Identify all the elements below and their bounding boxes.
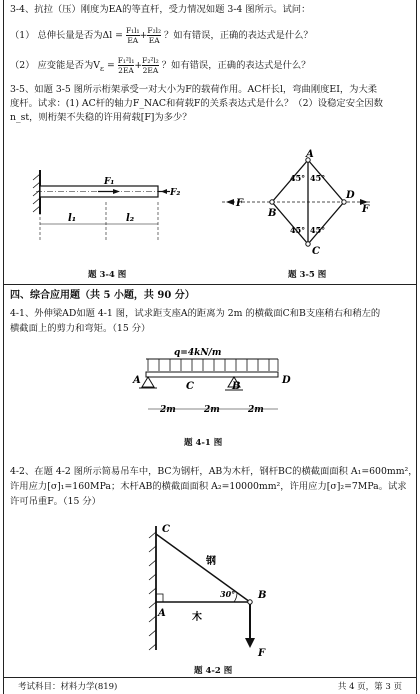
l1-label: l₁ <box>68 213 77 224</box>
section4-title: 四、综合应用题（共 5 小题，共 90 分） <box>10 290 195 301</box>
q34-p1-pre: （1） 总伸长量是否为Δl = <box>10 30 123 41</box>
load-F-arrowhead <box>245 638 255 648</box>
frac1-den: EA <box>127 36 139 45</box>
F-left-arrowhead <box>226 199 234 205</box>
q-label: q=4kN/m <box>174 348 222 358</box>
label-B: B <box>268 208 277 219</box>
q34-p2-sub: ε <box>99 63 104 73</box>
angle-4: 45° <box>310 225 326 235</box>
label-A: A <box>158 608 166 619</box>
F2-arrowhead <box>161 189 167 194</box>
wall-hatch <box>149 532 156 650</box>
q34-p1-post: ？如有错误，正确的表达式是什么？ <box>163 30 313 41</box>
caption-3-4: 题 3-4 图 <box>88 270 127 280</box>
q42-line1: 4-2、在题 4-2 图所示简易吊车中，BC为钢杆，AB为木杆，钢杆BC的横截面面积 A₁=600mm²， <box>10 466 418 477</box>
label-B: B <box>258 590 267 601</box>
angle-2: 45° <box>310 173 326 183</box>
label-F: F <box>258 648 266 659</box>
steel-rod-BC <box>156 534 250 602</box>
label-B: B <box>232 381 241 392</box>
frac2-den: EA <box>148 36 160 45</box>
frac3 <box>118 56 135 75</box>
caption-3-5: 题 3-5 图 <box>288 270 327 280</box>
q35-line2: 度杆。试求：(1) AC杆的轴力F_NAC和荷载F的关系表达式是什么？（2）设稳定安全因数 <box>10 98 383 109</box>
right-angle-mark <box>156 594 163 602</box>
q41-line1: 4-1、外伸梁AD如题 4-1 图，试求距支座A的距离为 2m 的横截面C和B支座稍右和稍左的 <box>10 308 381 319</box>
footer-divider <box>4 677 416 678</box>
label-D: D <box>346 190 355 201</box>
label-C: C <box>162 524 170 535</box>
frac2 <box>147 26 161 45</box>
frac1 <box>126 26 140 45</box>
label-steel: 钢 <box>206 556 216 567</box>
q34-p2-post: ？如有错误，正确的表达式是什么？ <box>161 60 311 71</box>
q34-p2-pre: （2） 应变能是否为V <box>10 60 100 71</box>
q35-line1: 3-5、如题 3-5 图所示桁架承受一对大小为F的载荷作用。AC杆长l，弯曲刚度EI，为大柔 <box>10 84 378 95</box>
frac3-den: 2EA <box>118 66 134 75</box>
q42-line3: 许可吊重F。（15 分） <box>10 496 101 507</box>
label-A: A <box>133 375 141 386</box>
label-wood: 木 <box>192 612 202 623</box>
frac4-num: F₂²l₂ <box>142 56 159 65</box>
frac3-num: F₁²l₁ <box>117 56 135 65</box>
label-C: C <box>186 381 194 392</box>
q34-part1: （1） 总伸长量是否为Δl = $\frac{\text{F₁l₁}}{EA}$ + $\frac{\text{F₂l₂}}{EA}$ ？如有错误，正确的表达式是什么？ <box>10 26 313 45</box>
figure-3-5 <box>222 150 372 260</box>
q42-line2: 许用应力[σ]₁=160MPa；木杆AB的横截面面积 A₂=10000mm²，许用应力[σ]₂=7MPa。试求 <box>10 481 407 492</box>
figure-3-4 <box>28 162 181 252</box>
caption-4-1: 题 4-1 图 <box>184 438 223 448</box>
figure-4-2 <box>134 520 274 660</box>
joint-B <box>248 600 252 604</box>
l2-label: l₂ <box>126 213 135 224</box>
label-F-right: F <box>362 204 370 215</box>
angle-1: 45° <box>290 173 306 183</box>
divider <box>4 284 416 285</box>
F2-label: F₂ <box>170 188 181 198</box>
q41-line2: 横截面上的剪力和弯矩。（15 分） <box>10 323 151 334</box>
beam <box>146 372 278 377</box>
caption-4-2: 题 4-2 图 <box>194 666 233 676</box>
dim-2: 2m <box>204 405 220 415</box>
dim-1: 2m <box>160 405 176 415</box>
dist-load-arrows <box>148 359 278 371</box>
F1-label: F₁ <box>104 177 115 187</box>
label-D: D <box>282 375 291 386</box>
q35-line3: n_st，则桁架不失稳的许用荷载[F]为多少？ <box>10 112 192 123</box>
frac4 <box>142 56 159 75</box>
footer-pages: 共 4 页，第 3 页 <box>337 682 402 692</box>
exam-page <box>3 0 417 694</box>
figure-4-1 <box>128 345 298 425</box>
label-F-left: F <box>236 198 244 209</box>
q34-part2: （2） 应变能是否为$V_\varepsilon$ = $\frac{\text{F₁²l₁}}{2EA}$ + $\frac{\text{F₂²l₂}}{2EA}$ ？如有错误，正确的表达式是什么？ <box>10 56 311 75</box>
support-A <box>142 377 154 387</box>
dim-3: 2m <box>248 405 264 415</box>
footer-subject: 考试科目：材料力学(819) <box>18 682 118 692</box>
label-A: A <box>306 149 314 160</box>
frac2-num: F₂l₂ <box>147 26 161 35</box>
q34-heading: 3-4、抗拉（压）刚度为EA的等直杆，受力情况如题 3-4 图所示。试问： <box>10 4 311 15</box>
wall-hatch <box>33 174 40 212</box>
angle-3: 45° <box>290 225 306 235</box>
label-C: C <box>312 246 320 257</box>
frac4-den: 2EA <box>142 66 159 75</box>
angle-30: 30° <box>220 589 236 599</box>
frac1-num: F₁l₁ <box>125 26 140 35</box>
q34-p2-eq: = <box>103 60 115 71</box>
